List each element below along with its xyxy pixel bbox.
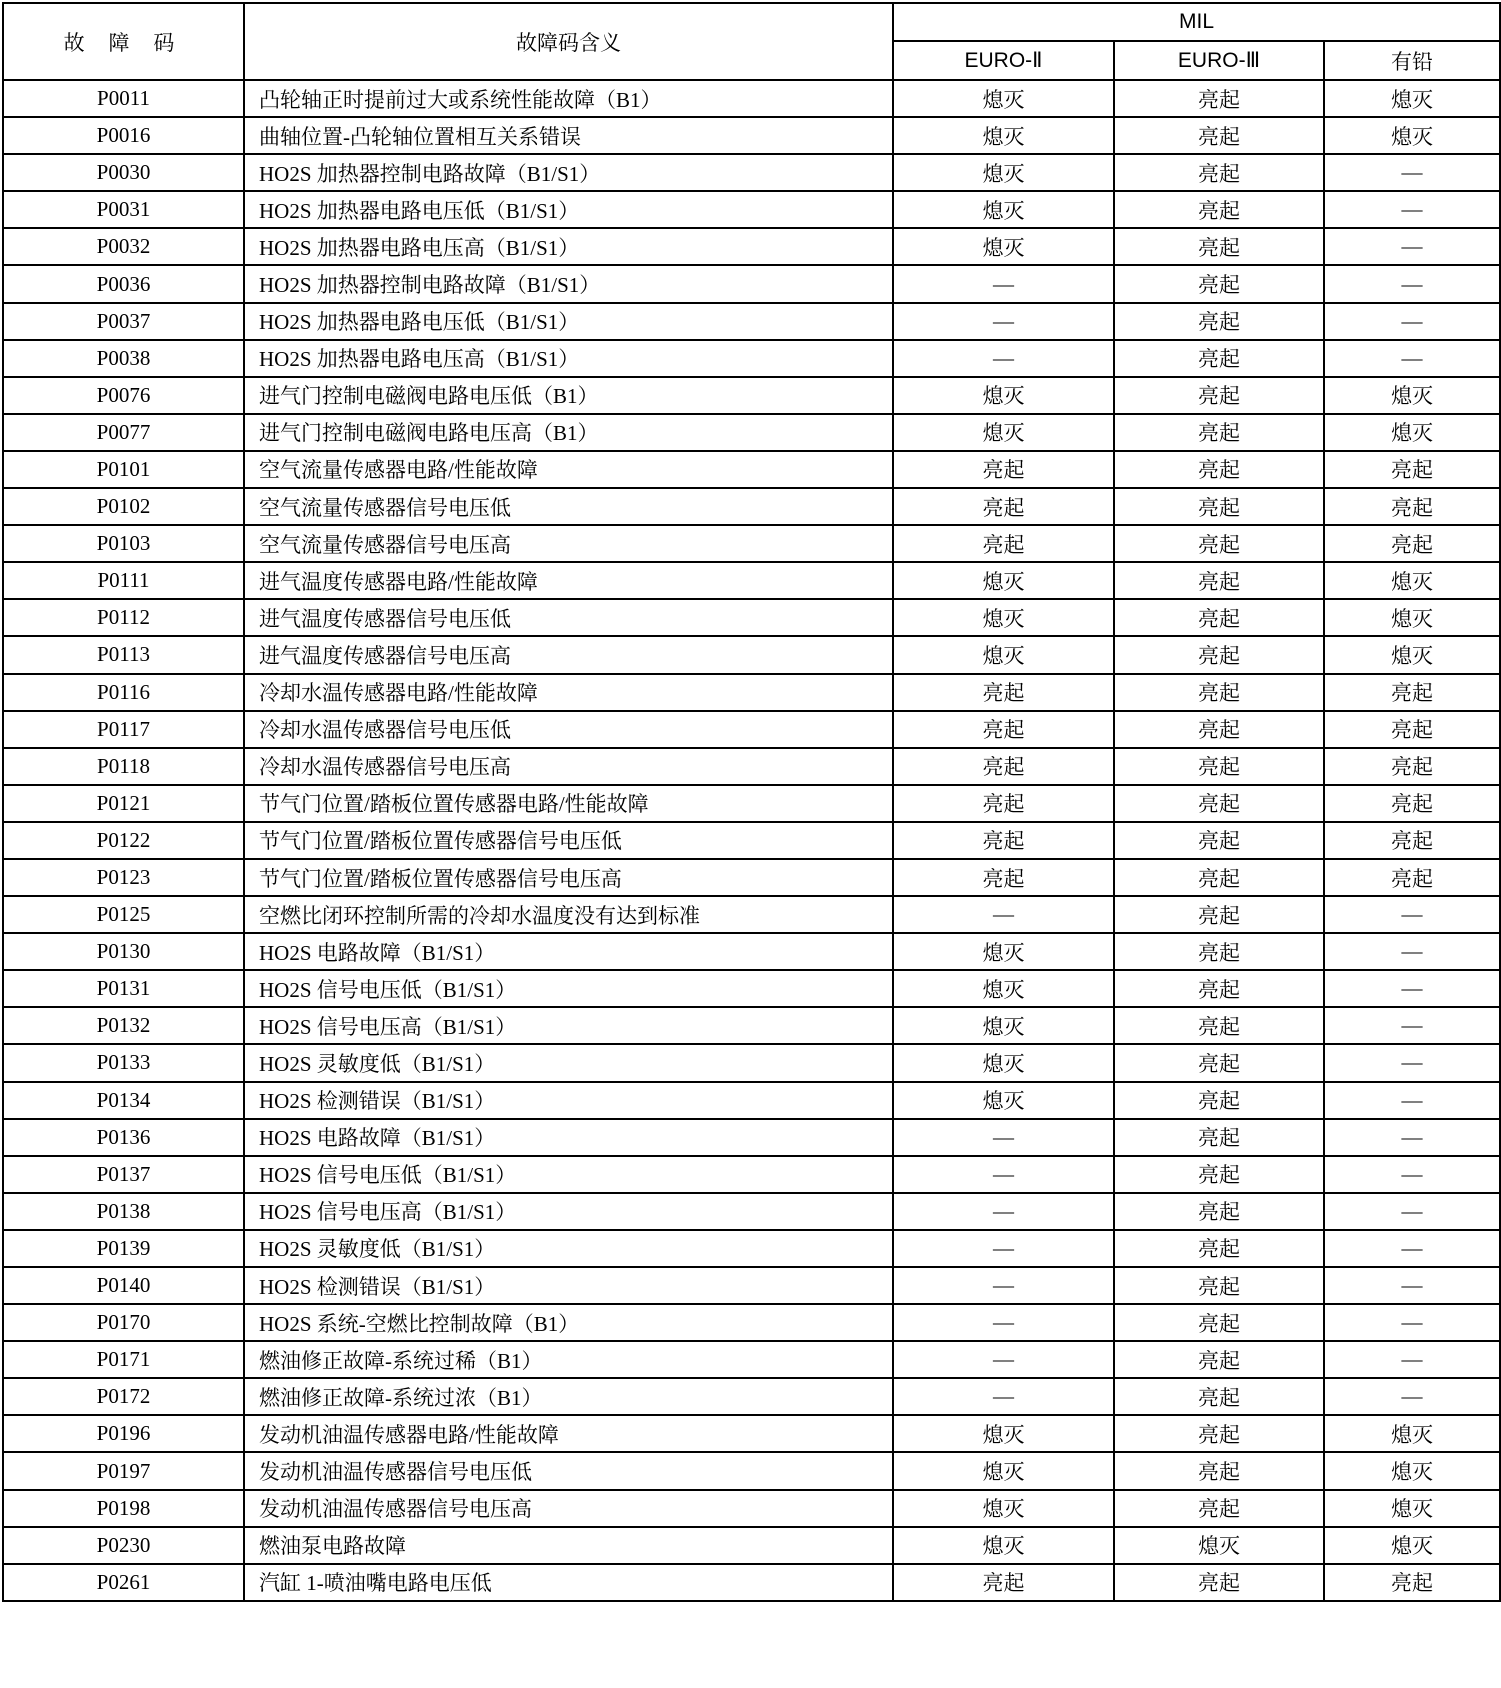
mil-euro2-cell: — [893, 1267, 1114, 1304]
fault-code-cell: P0140 [3, 1267, 244, 1304]
mil-euro2-cell: 亮起 [893, 488, 1114, 525]
fault-code-cell: P0076 [3, 377, 244, 414]
fault-description-cell: 进气温度传感器信号电压高 [244, 636, 893, 673]
fault-description-cell: 进气门控制电磁阀电路电压低（B1） [244, 377, 893, 414]
table-row [3, 340, 1500, 377]
table-row [3, 1378, 1500, 1415]
table-row [3, 1341, 1500, 1378]
table-row [3, 1119, 1500, 1156]
mil-euro3-cell: 亮起 [1114, 1452, 1324, 1489]
mil-euro2-cell: 熄灭 [893, 117, 1114, 154]
header-fault-meaning: 故障码含义 [244, 3, 893, 80]
mil-euro3-cell: 亮起 [1114, 1044, 1324, 1081]
mil-euro2-cell: 熄灭 [893, 1452, 1114, 1489]
fault-code-cell: P0125 [3, 896, 244, 933]
table-row [3, 1082, 1500, 1119]
fault-description-cell: 燃油修正故障-系统过浓（B1） [244, 1378, 893, 1415]
fault-description-cell: HO2S 检测错误（B1/S1） [244, 1082, 893, 1119]
table-row [3, 117, 1500, 154]
mil-leaded-cell: — [1324, 1304, 1500, 1341]
mil-euro3-cell: 亮起 [1114, 525, 1324, 562]
mil-leaded-cell: 亮起 [1324, 488, 1500, 525]
fault-description-cell: 燃油泵电路故障 [244, 1527, 893, 1564]
fault-code-cell: P0030 [3, 154, 244, 191]
table-row [3, 896, 1500, 933]
fault-description-cell: 空燃比闭环控制所需的冷却水温度没有达到标准 [244, 896, 893, 933]
fault-description-cell: 进气门控制电磁阀电路电压高（B1） [244, 414, 893, 451]
mil-euro3-cell: 亮起 [1114, 970, 1324, 1007]
mil-leaded-cell: — [1324, 933, 1500, 970]
fault-code-cell: P0032 [3, 228, 244, 265]
mil-euro2-cell: — [893, 1304, 1114, 1341]
mil-euro3-cell: 亮起 [1114, 1415, 1324, 1452]
mil-euro3-cell: 亮起 [1114, 785, 1324, 822]
mil-euro3-cell: 亮起 [1114, 80, 1324, 117]
mil-euro3-cell: 亮起 [1114, 896, 1324, 933]
mil-leaded-cell: 熄灭 [1324, 636, 1500, 673]
mil-euro2-cell: 亮起 [893, 674, 1114, 711]
mil-leaded-cell: 熄灭 [1324, 1415, 1500, 1452]
fault-code-cell: P0016 [3, 117, 244, 154]
fault-description-cell: 发动机油温传感器信号电压低 [244, 1452, 893, 1489]
fault-code-cell: P0134 [3, 1082, 244, 1119]
mil-leaded-cell: 亮起 [1324, 451, 1500, 488]
mil-leaded-cell: — [1324, 191, 1500, 228]
mil-leaded-cell: — [1324, 1378, 1500, 1415]
table-row [3, 1452, 1500, 1489]
fault-description-cell: 冷却水温传感器信号电压高 [244, 748, 893, 785]
fault-code-cell: P0137 [3, 1156, 244, 1193]
mil-leaded-cell: 亮起 [1324, 748, 1500, 785]
mil-euro3-cell: 亮起 [1114, 1341, 1324, 1378]
mil-leaded-cell: 亮起 [1324, 1564, 1500, 1601]
fault-code-cell: P0133 [3, 1044, 244, 1081]
fault-description-cell: 节气门位置/踏板位置传感器信号电压高 [244, 859, 893, 896]
mil-leaded-cell: — [1324, 896, 1500, 933]
mil-leaded-cell: — [1324, 1007, 1500, 1044]
table-row [3, 1415, 1500, 1452]
mil-euro3-cell: 亮起 [1114, 1119, 1324, 1156]
fault-code-cell: P0037 [3, 303, 244, 340]
mil-euro2-cell: 亮起 [893, 859, 1114, 896]
fault-code-cell: P0130 [3, 933, 244, 970]
mil-euro2-cell: — [893, 303, 1114, 340]
mil-euro2-cell: 亮起 [893, 525, 1114, 562]
mil-euro3-cell: 亮起 [1114, 599, 1324, 636]
fault-description-cell: HO2S 加热器控制电路故障（B1/S1） [244, 154, 893, 191]
mil-euro3-cell: 亮起 [1114, 1230, 1324, 1267]
table-row [3, 414, 1500, 451]
mil-euro3-cell: 亮起 [1114, 711, 1324, 748]
fault-code-cell: P0077 [3, 414, 244, 451]
fault-code-cell: P0172 [3, 1378, 244, 1415]
fault-description-cell: HO2S 信号电压高（B1/S1） [244, 1007, 893, 1044]
fault-description-cell: 空气流量传感器信号电压高 [244, 525, 893, 562]
mil-leaded-cell: 亮起 [1324, 785, 1500, 822]
mil-euro3-cell: 亮起 [1114, 154, 1324, 191]
table-header [3, 3, 1500, 80]
table-row [3, 933, 1500, 970]
fault-description-cell: 节气门位置/踏板位置传感器信号电压低 [244, 822, 893, 859]
mil-euro2-cell: 熄灭 [893, 1490, 1114, 1527]
fault-description-cell: HO2S 信号电压高（B1/S1） [244, 1193, 893, 1230]
mil-leaded-cell: 亮起 [1324, 859, 1500, 896]
fault-description-cell: HO2S 信号电压低（B1/S1） [244, 1156, 893, 1193]
table-row [3, 748, 1500, 785]
mil-leaded-cell: — [1324, 228, 1500, 265]
mil-leaded-cell: — [1324, 340, 1500, 377]
table-row [3, 599, 1500, 636]
mil-euro3-cell: 亮起 [1114, 1304, 1324, 1341]
mil-leaded-cell: 熄灭 [1324, 1490, 1500, 1527]
header-fault-code: 故 障 码 [3, 3, 244, 80]
fault-code-cell: P0170 [3, 1304, 244, 1341]
table-row [3, 1267, 1500, 1304]
mil-leaded-cell: 亮起 [1324, 822, 1500, 859]
mil-leaded-cell: 亮起 [1324, 674, 1500, 711]
table-row [3, 525, 1500, 562]
table-row [3, 562, 1500, 599]
table-row [3, 822, 1500, 859]
mil-euro2-cell: — [893, 340, 1114, 377]
mil-euro2-cell: 熄灭 [893, 377, 1114, 414]
table-row [3, 859, 1500, 896]
fault-description-cell: 空气流量传感器电路/性能故障 [244, 451, 893, 488]
fault-description-cell: 节气门位置/踏板位置传感器电路/性能故障 [244, 785, 893, 822]
mil-leaded-cell: 熄灭 [1324, 414, 1500, 451]
fault-description-cell: 发动机油温传感器信号电压高 [244, 1490, 893, 1527]
mil-euro3-cell: 亮起 [1114, 1378, 1324, 1415]
mil-leaded-cell: — [1324, 1267, 1500, 1304]
mil-leaded-cell: — [1324, 1044, 1500, 1081]
fault-code-cell: P0171 [3, 1341, 244, 1378]
mil-leaded-cell: — [1324, 1119, 1500, 1156]
mil-leaded-cell: — [1324, 154, 1500, 191]
fault-code-cell: P0111 [3, 562, 244, 599]
table-row [3, 1007, 1500, 1044]
header-euro2: EURO-Ⅱ [893, 41, 1114, 80]
fault-description-cell: 燃油修正故障-系统过稀（B1） [244, 1341, 893, 1378]
mil-euro2-cell: — [893, 1193, 1114, 1230]
mil-euro2-cell: 熄灭 [893, 1527, 1114, 1564]
mil-euro3-cell: 亮起 [1114, 1082, 1324, 1119]
mil-euro2-cell: 熄灭 [893, 1044, 1114, 1081]
fault-code-cell: P0117 [3, 711, 244, 748]
fault-description-cell: 汽缸 1-喷油嘴电路电压低 [244, 1564, 893, 1601]
table-row [3, 970, 1500, 1007]
mil-euro2-cell: — [893, 1119, 1114, 1156]
mil-euro3-cell: 亮起 [1114, 228, 1324, 265]
fault-code-cell: P0102 [3, 488, 244, 525]
fault-code-cell: P0261 [3, 1564, 244, 1601]
fault-description-cell: 发动机油温传感器电路/性能故障 [244, 1415, 893, 1452]
fault-code-cell: P0011 [3, 80, 244, 117]
mil-euro2-cell: 熄灭 [893, 80, 1114, 117]
fault-description-cell: 空气流量传感器信号电压低 [244, 488, 893, 525]
mil-euro2-cell: 熄灭 [893, 191, 1114, 228]
fault-description-cell: HO2S 加热器电路电压高（B1/S1） [244, 340, 893, 377]
fault-description-cell: HO2S 加热器控制电路故障（B1/S1） [244, 265, 893, 302]
mil-leaded-cell: — [1324, 970, 1500, 1007]
fault-description-cell: 冷却水温传感器信号电压低 [244, 711, 893, 748]
fault-description-cell: 进气温度传感器信号电压低 [244, 599, 893, 636]
fault-code-cell: P0031 [3, 191, 244, 228]
fault-description-cell: HO2S 灵敏度低（B1/S1） [244, 1044, 893, 1081]
mil-euro2-cell: 熄灭 [893, 970, 1114, 1007]
table-row [3, 1304, 1500, 1341]
mil-leaded-cell: 亮起 [1324, 711, 1500, 748]
mil-euro3-cell: 亮起 [1114, 748, 1324, 785]
fault-code-cell: P0131 [3, 970, 244, 1007]
mil-euro3-cell: 亮起 [1114, 488, 1324, 525]
fault-code-cell: P0113 [3, 636, 244, 673]
mil-euro2-cell: 熄灭 [893, 1082, 1114, 1119]
fault-code-cell: P0116 [3, 674, 244, 711]
mil-euro3-cell: 亮起 [1114, 1267, 1324, 1304]
mil-leaded-cell: 熄灭 [1324, 562, 1500, 599]
mil-euro2-cell: — [893, 1341, 1114, 1378]
fault-description-cell: HO2S 系统-空燃比控制故障（B1） [244, 1304, 893, 1341]
mil-euro2-cell: 亮起 [893, 1564, 1114, 1601]
table-row [3, 636, 1500, 673]
mil-euro3-cell: 亮起 [1114, 822, 1324, 859]
table-row [3, 785, 1500, 822]
fault-code-cell: P0121 [3, 785, 244, 822]
mil-euro3-cell: 亮起 [1114, 340, 1324, 377]
fault-code-cell: P0139 [3, 1230, 244, 1267]
header-mil: MIL [893, 3, 1500, 41]
mil-euro3-cell: 亮起 [1114, 674, 1324, 711]
header-leaded: 有铅 [1324, 41, 1500, 80]
fault-description-cell: HO2S 加热器电路电压低（B1/S1） [244, 303, 893, 340]
fault-description-cell: 进气温度传感器电路/性能故障 [244, 562, 893, 599]
fault-code-cell: P0230 [3, 1527, 244, 1564]
mil-leaded-cell: 熄灭 [1324, 117, 1500, 154]
mil-euro2-cell: — [893, 1378, 1114, 1415]
fault-code-cell: P0136 [3, 1119, 244, 1156]
mil-euro2-cell: 熄灭 [893, 599, 1114, 636]
mil-euro2-cell: — [893, 1156, 1114, 1193]
mil-euro3-cell: 亮起 [1114, 562, 1324, 599]
fault-description-cell: 凸轮轴正时提前过大或系统性能故障（B1） [244, 80, 893, 117]
fault-code-cell: P0123 [3, 859, 244, 896]
mil-euro2-cell: 熄灭 [893, 1415, 1114, 1452]
fault-description-cell: HO2S 灵敏度低（B1/S1） [244, 1230, 893, 1267]
mil-leaded-cell: — [1324, 1193, 1500, 1230]
mil-euro2-cell: 熄灭 [893, 414, 1114, 451]
table-row [3, 1527, 1500, 1564]
table-row [3, 1490, 1500, 1527]
mil-leaded-cell: — [1324, 265, 1500, 302]
fault-code-cell: P0138 [3, 1193, 244, 1230]
table-row [3, 377, 1500, 414]
mil-euro3-cell: 亮起 [1114, 933, 1324, 970]
mil-leaded-cell: 熄灭 [1324, 1452, 1500, 1489]
mil-euro3-cell: 亮起 [1114, 1156, 1324, 1193]
mil-euro3-cell: 亮起 [1114, 414, 1324, 451]
fault-description-cell: HO2S 信号电压低（B1/S1） [244, 970, 893, 1007]
mil-euro2-cell: — [893, 896, 1114, 933]
mil-euro3-cell: 亮起 [1114, 265, 1324, 302]
table-row [3, 265, 1500, 302]
mil-euro2-cell: 熄灭 [893, 636, 1114, 673]
table-row [3, 191, 1500, 228]
mil-euro3-cell: 亮起 [1114, 377, 1324, 414]
fault-description-cell: HO2S 加热器电路电压低（B1/S1） [244, 191, 893, 228]
mil-euro3-cell: 熄灭 [1114, 1527, 1324, 1564]
mil-euro2-cell: 亮起 [893, 451, 1114, 488]
fault-code-cell: P0103 [3, 525, 244, 562]
table-row [3, 154, 1500, 191]
mil-euro2-cell: 熄灭 [893, 228, 1114, 265]
fault-code-cell: P0196 [3, 1415, 244, 1452]
mil-leaded-cell: — [1324, 303, 1500, 340]
mil-euro3-cell: 亮起 [1114, 636, 1324, 673]
fault-code-cell: P0101 [3, 451, 244, 488]
fault-description-cell: HO2S 电路故障（B1/S1） [244, 1119, 893, 1156]
fault-code-cell: P0118 [3, 748, 244, 785]
mil-euro3-cell: 亮起 [1114, 451, 1324, 488]
table-row [3, 711, 1500, 748]
mil-euro3-cell: 亮起 [1114, 117, 1324, 154]
fault-code-cell: P0197 [3, 1452, 244, 1489]
table-row [3, 80, 1500, 117]
mil-euro3-cell: 亮起 [1114, 1007, 1324, 1044]
fault-description-cell: 曲轴位置-凸轮轴位置相互关系错误 [244, 117, 893, 154]
mil-leaded-cell: — [1324, 1082, 1500, 1119]
mil-leaded-cell: 熄灭 [1324, 1527, 1500, 1564]
mil-leaded-cell: — [1324, 1156, 1500, 1193]
table-row [3, 1230, 1500, 1267]
fault-description-cell: HO2S 加热器电路电压高（B1/S1） [244, 228, 893, 265]
mil-euro2-cell: 熄灭 [893, 154, 1114, 191]
table-row [3, 451, 1500, 488]
mil-leaded-cell: — [1324, 1341, 1500, 1378]
mil-euro2-cell: 熄灭 [893, 933, 1114, 970]
mil-euro2-cell: 亮起 [893, 711, 1114, 748]
fault-code-cell: P0112 [3, 599, 244, 636]
fault-code-table [2, 2, 1501, 1602]
mil-leaded-cell: 熄灭 [1324, 377, 1500, 414]
fault-code-cell: P0132 [3, 1007, 244, 1044]
mil-euro3-cell: 亮起 [1114, 191, 1324, 228]
fault-description-cell: 冷却水温传感器电路/性能故障 [244, 674, 893, 711]
table-row [3, 1044, 1500, 1081]
mil-euro3-cell: 亮起 [1114, 1564, 1324, 1601]
table-body [3, 80, 1500, 1601]
mil-euro2-cell: — [893, 265, 1114, 302]
mil-euro2-cell: 熄灭 [893, 562, 1114, 599]
mil-euro2-cell: 亮起 [893, 748, 1114, 785]
fault-code-cell: P0198 [3, 1490, 244, 1527]
mil-euro3-cell: 亮起 [1114, 303, 1324, 340]
table-row [3, 1564, 1500, 1601]
table-row [3, 674, 1500, 711]
table-row [3, 488, 1500, 525]
table-row [3, 303, 1500, 340]
header-euro3: EURO-Ⅲ [1114, 41, 1324, 80]
fault-description-cell: HO2S 电路故障（B1/S1） [244, 933, 893, 970]
fault-code-cell: P0036 [3, 265, 244, 302]
mil-euro3-cell: 亮起 [1114, 859, 1324, 896]
table-row [3, 1156, 1500, 1193]
mil-leaded-cell: — [1324, 1230, 1500, 1267]
table-row [3, 1193, 1500, 1230]
table-row [3, 228, 1500, 265]
fault-description-cell: HO2S 检测错误（B1/S1） [244, 1267, 893, 1304]
fault-code-cell: P0122 [3, 822, 244, 859]
mil-leaded-cell: 熄灭 [1324, 80, 1500, 117]
mil-euro2-cell: 熄灭 [893, 1007, 1114, 1044]
mil-euro3-cell: 亮起 [1114, 1193, 1324, 1230]
mil-euro2-cell: — [893, 1230, 1114, 1267]
mil-euro2-cell: 亮起 [893, 785, 1114, 822]
mil-euro3-cell: 亮起 [1114, 1490, 1324, 1527]
mil-euro2-cell: 亮起 [893, 822, 1114, 859]
mil-leaded-cell: 熄灭 [1324, 599, 1500, 636]
mil-leaded-cell: 亮起 [1324, 525, 1500, 562]
fault-code-cell: P0038 [3, 340, 244, 377]
